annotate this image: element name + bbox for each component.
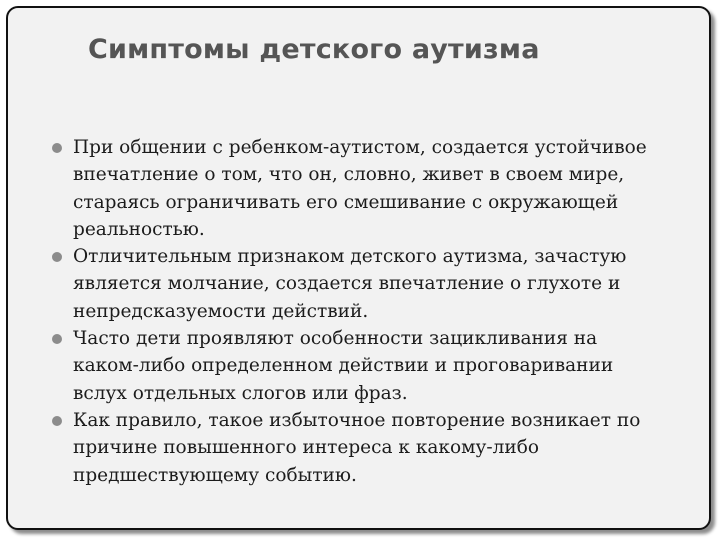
bullet-dot-icon	[52, 334, 62, 344]
bullet-text: Как правило, такое избыточное повторение возникает по причине повышенного интереса к какому-либо предшествующему событию.	[73, 409, 641, 486]
bullet-list	[52, 134, 702, 489]
bullet-text: Отличительным признаком детского аутизма, зачастую является молчание, создается впечатление о глухоте и непредсказуемости действий.	[73, 246, 627, 322]
bullet-dot-icon	[52, 143, 62, 153]
slide-frame	[6, 6, 711, 530]
bullet-item-2	[52, 243, 702, 325]
bullet-text: Часто дети проявляют особенности зацикливания на каком-либо определенном действии и проговаривании вслух отдельных слогов или фраз.	[73, 328, 614, 404]
bullet-item-4	[52, 407, 702, 489]
bullet-dot-icon	[52, 416, 62, 426]
bullet-item-3	[52, 325, 702, 407]
slide-title: Симптомы детского аутизма	[88, 34, 540, 65]
bullet-dot-icon	[52, 252, 62, 262]
bullet-item-1	[52, 134, 702, 243]
bullet-text: При общении с ребенком-аутистом, создается устойчивое впечатление о том, что он, словно, живет в своем мире, стараясь ограничивать его смешивание с окружающей реальностью.	[73, 137, 647, 240]
